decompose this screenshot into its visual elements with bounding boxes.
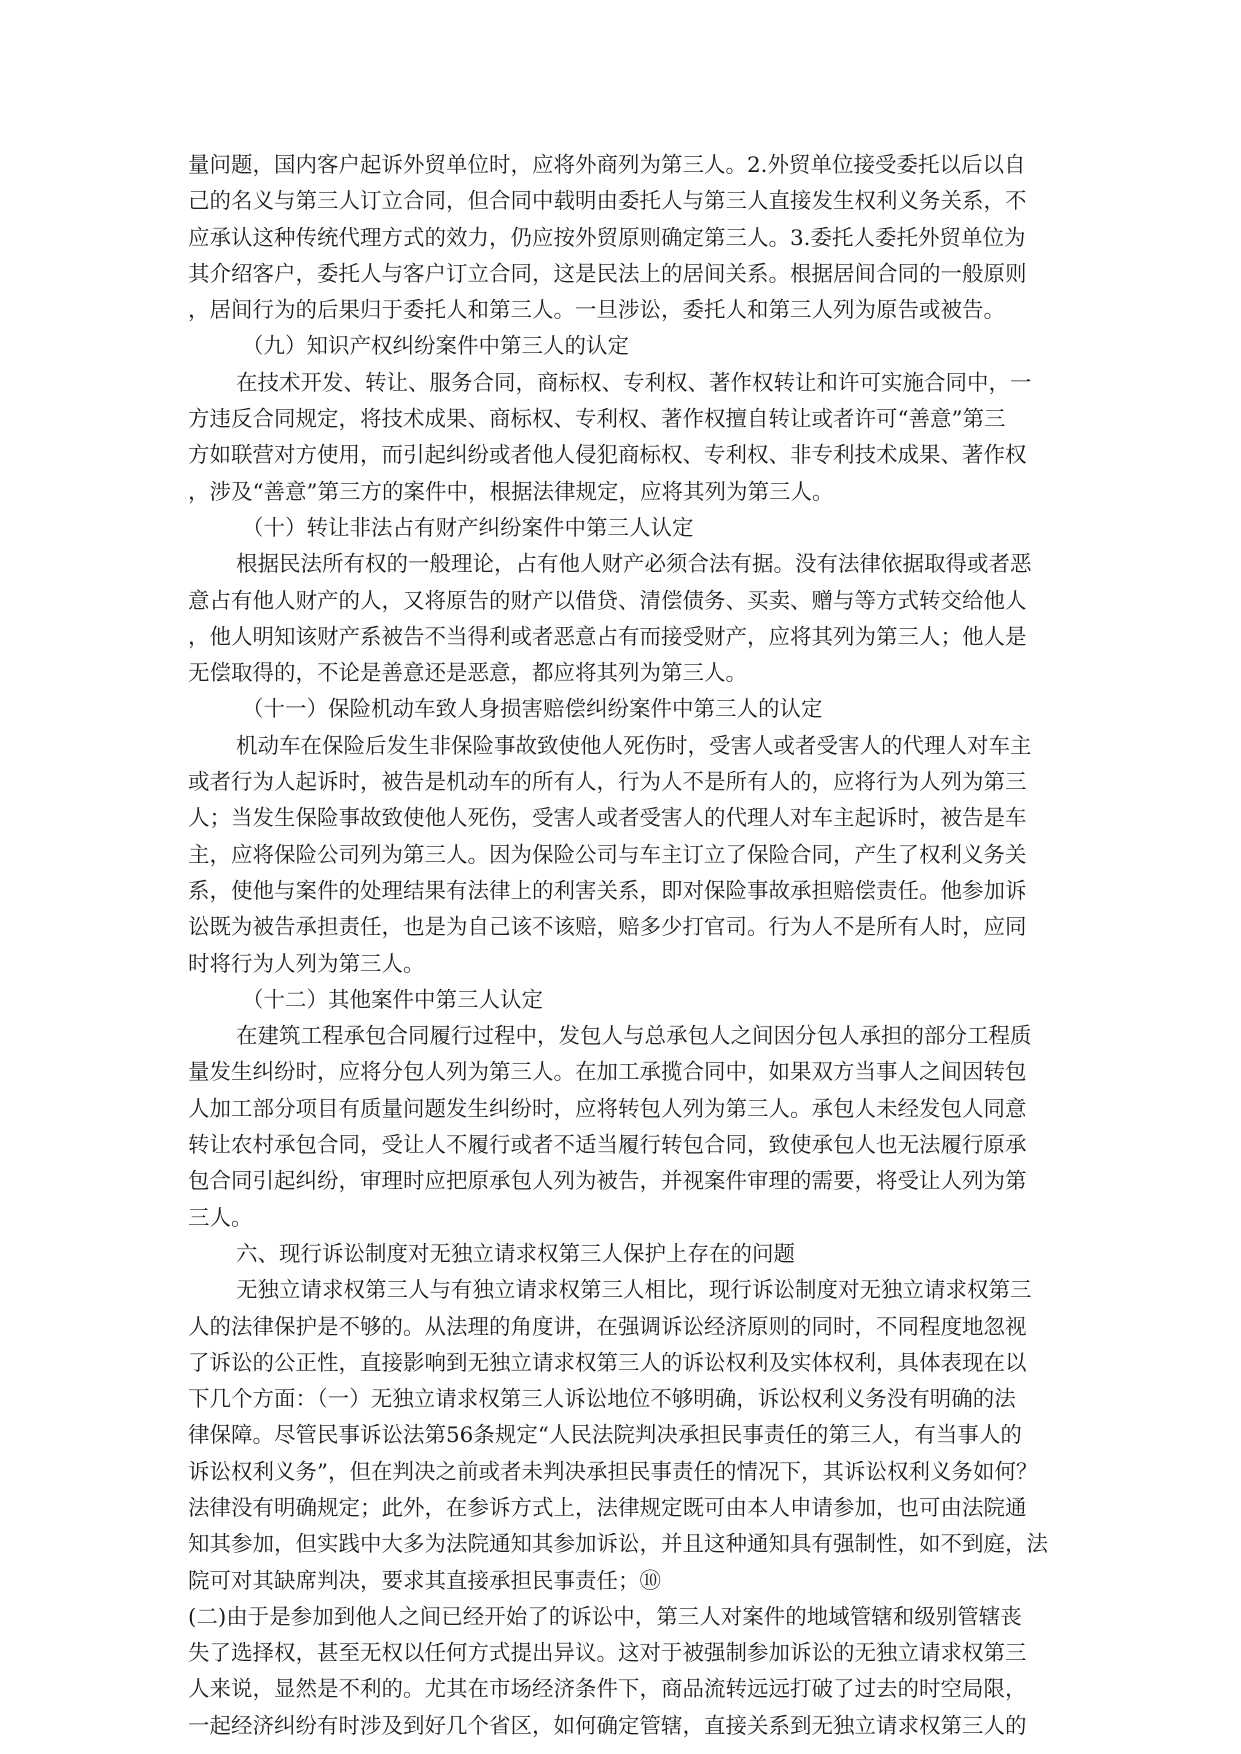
text-line: 无独立请求权第三人与有独立请求权第三人相比，现行诉讼制度对无独立请求权第三	[236, 1278, 1032, 1304]
section-heading: （十一）保险机动车致人身损害赔偿纠纷案件中第三人的认定	[242, 697, 823, 723]
text-line: 己的名义与第三人订立合同，但合同中载明由委托人与第三人直接发生权利义务关系，不	[188, 189, 1027, 215]
text-line: ，他人明知该财产系被告不当得利或者恶意占有而接受财产，应将其列为第三人；他人是	[188, 624, 1027, 650]
text-line: 量问题，国内客户起诉外贸单位时，应将外商列为第三人。2.外贸单位接受委托以后以自	[188, 153, 1026, 178]
text-line: 诉讼权利义务”，但在判决之前或者未判决承担民事责任的情况下，其诉讼权利义务如何？	[188, 1459, 1038, 1485]
text-line: 人来说，显然是不利的。尤其在市场经济条件下，商品流转远远打破了过去的时空局限，	[188, 1677, 1027, 1703]
text-line: 了诉讼的公正性，直接影响到无独立请求权第三人的诉讼权利及实体权利，具体表现在以	[188, 1350, 1027, 1376]
text-line: ，居间行为的后果归于委托人和第三人。一旦涉讼，委托人和第三人列为原告或被告。	[188, 298, 1006, 324]
text-line: 时将行为人列为第三人。	[188, 951, 425, 977]
text-line: 人的法律保护是不够的。从法理的角度讲，在强调诉讼经济原则的同时，不同程度地忽视	[188, 1314, 1027, 1340]
text-line: 在技术开发、转让、服务合同，商标权、专利权、著作权转让和许可实施合同中，一	[236, 370, 1032, 396]
text-line: 量发生纠纷时，应将分包人列为第三人。在加工承揽合同中，如果双方当事人之间因转包	[188, 1060, 1027, 1086]
text-line: 知其参加，但实践中大多为法院通知其参加诉讼，并且这种通知具有强制性，如不到庭，法	[188, 1532, 1049, 1558]
text-line: 机动车在保险后发生非保险事故致使他人死伤时，受害人或者受害人的代理人对车主	[236, 733, 1032, 759]
text-line: 三人。	[188, 1205, 253, 1231]
text-line: 下几个方面：（一）无独立请求权第三人诉讼地位不够明确，诉讼权利义务没有明确的法	[188, 1387, 1016, 1413]
text-line: 转让农村承包合同，受让人不履行或者不适当履行转包合同，致使承包人也无法履行原承	[188, 1133, 1027, 1159]
text-line: 方违反合同规定，将技术成果、商标权、专利权、著作权擅自转让或者许可“善意”第三	[188, 407, 1006, 433]
text-line: 六、现行诉讼制度对无独立请求权第三人保护上存在的问题	[236, 1241, 796, 1267]
section-heading: （十二）其他案件中第三人认定	[242, 987, 544, 1013]
text-line: 院可对其缺席判决，要求其直接承担民事责任；⑩	[188, 1568, 662, 1594]
text-line: 人；当发生保险事故致使他人死伤，受害人或者受害人的代理人对车主起诉时，被告是车	[188, 806, 1027, 832]
text-line: 包合同引起纠纷，审理时应把原承包人列为被告，并视案件审理的需要，将受让人列为第	[188, 1169, 1027, 1195]
document-body	[188, 148, 1060, 1745]
text-line: ，涉及“善意”第三方的案件中，根据法律规定，应将其列为第三人。	[188, 479, 834, 505]
text-line: 无偿取得的，不论是善意还是恶意，都应将其列为第三人。	[188, 661, 748, 687]
text-line: 意占有他人财产的人，又将原告的财产以借贷、清偿债务、买卖、赠与等方式转交给他人	[188, 588, 1027, 614]
text-line: 失了选择权，甚至无权以任何方式提出异议。这对于被强制参加诉讼的无独立请求权第三	[188, 1641, 1027, 1667]
section-heading: （九）知识产权纠纷案件中第三人的认定	[242, 334, 630, 360]
text-line: 系，使他与案件的处理结果有法律上的利害关系，即对保险事故承担赔偿责任。他参加诉	[188, 878, 1027, 904]
text-line: 人加工部分项目有质量问题发生纠纷时，应将转包人列为第三人。承包人未经发包人同意	[188, 1096, 1027, 1122]
text-line: 法律没有明确规定；此外，在参诉方式上，法律规定既可由本人申请参加，也可由法院通	[188, 1495, 1027, 1521]
text-line: 律保障。尽管民事诉讼法第56条规定“人民法院判决承担民事责任的第三人，有当事人的	[188, 1423, 1022, 1449]
text-line: 其介绍客户，委托人与客户订立合同，这是民法上的居间关系。根据居间合同的一般原则	[188, 261, 1027, 287]
text-line: 根据民法所有权的一般理论，占有他人财产必须合法有据。没有法律依据取得或者恶	[236, 552, 1032, 578]
text-line: 应承认这种传统代理方式的效力，仍应按外贸原则确定第三人。3.委托人委托外贸单位为	[188, 225, 1026, 251]
text-line: 主，应将保险公司列为第三人。因为保险公司与车主订立了保险合同，产生了权利义务关	[188, 842, 1027, 868]
text-line: 一起经济纠纷有时涉及到好几个省区，如何确定管辖，直接关系到无独立请求权第三人的	[188, 1713, 1027, 1739]
text-line: (二)由于是参加到他人之间已经开始了的诉讼中，第三人对案件的地域管辖和级别管辖丧	[188, 1604, 1022, 1630]
text-line: 方如联营对方使用，而引起纠纷或者他人侵犯商标权、专利权、非专利技术成果、著作权	[188, 443, 1027, 469]
section-heading: （十）转让非法占有财产纠纷案件中第三人认定	[242, 515, 694, 541]
text-line: 在建筑工程承包合同履行过程中，发包人与总承包人之间因分包人承担的部分工程质	[236, 1024, 1032, 1050]
text-line: 或者行为人起诉时，被告是机动车的所有人，行为人不是所有人的，应将行为人列为第三	[188, 770, 1027, 796]
text-line: 讼既为被告承担责任，也是为自己该不该赔，赔多少打官司。行为人不是所有人时，应同	[188, 915, 1027, 941]
